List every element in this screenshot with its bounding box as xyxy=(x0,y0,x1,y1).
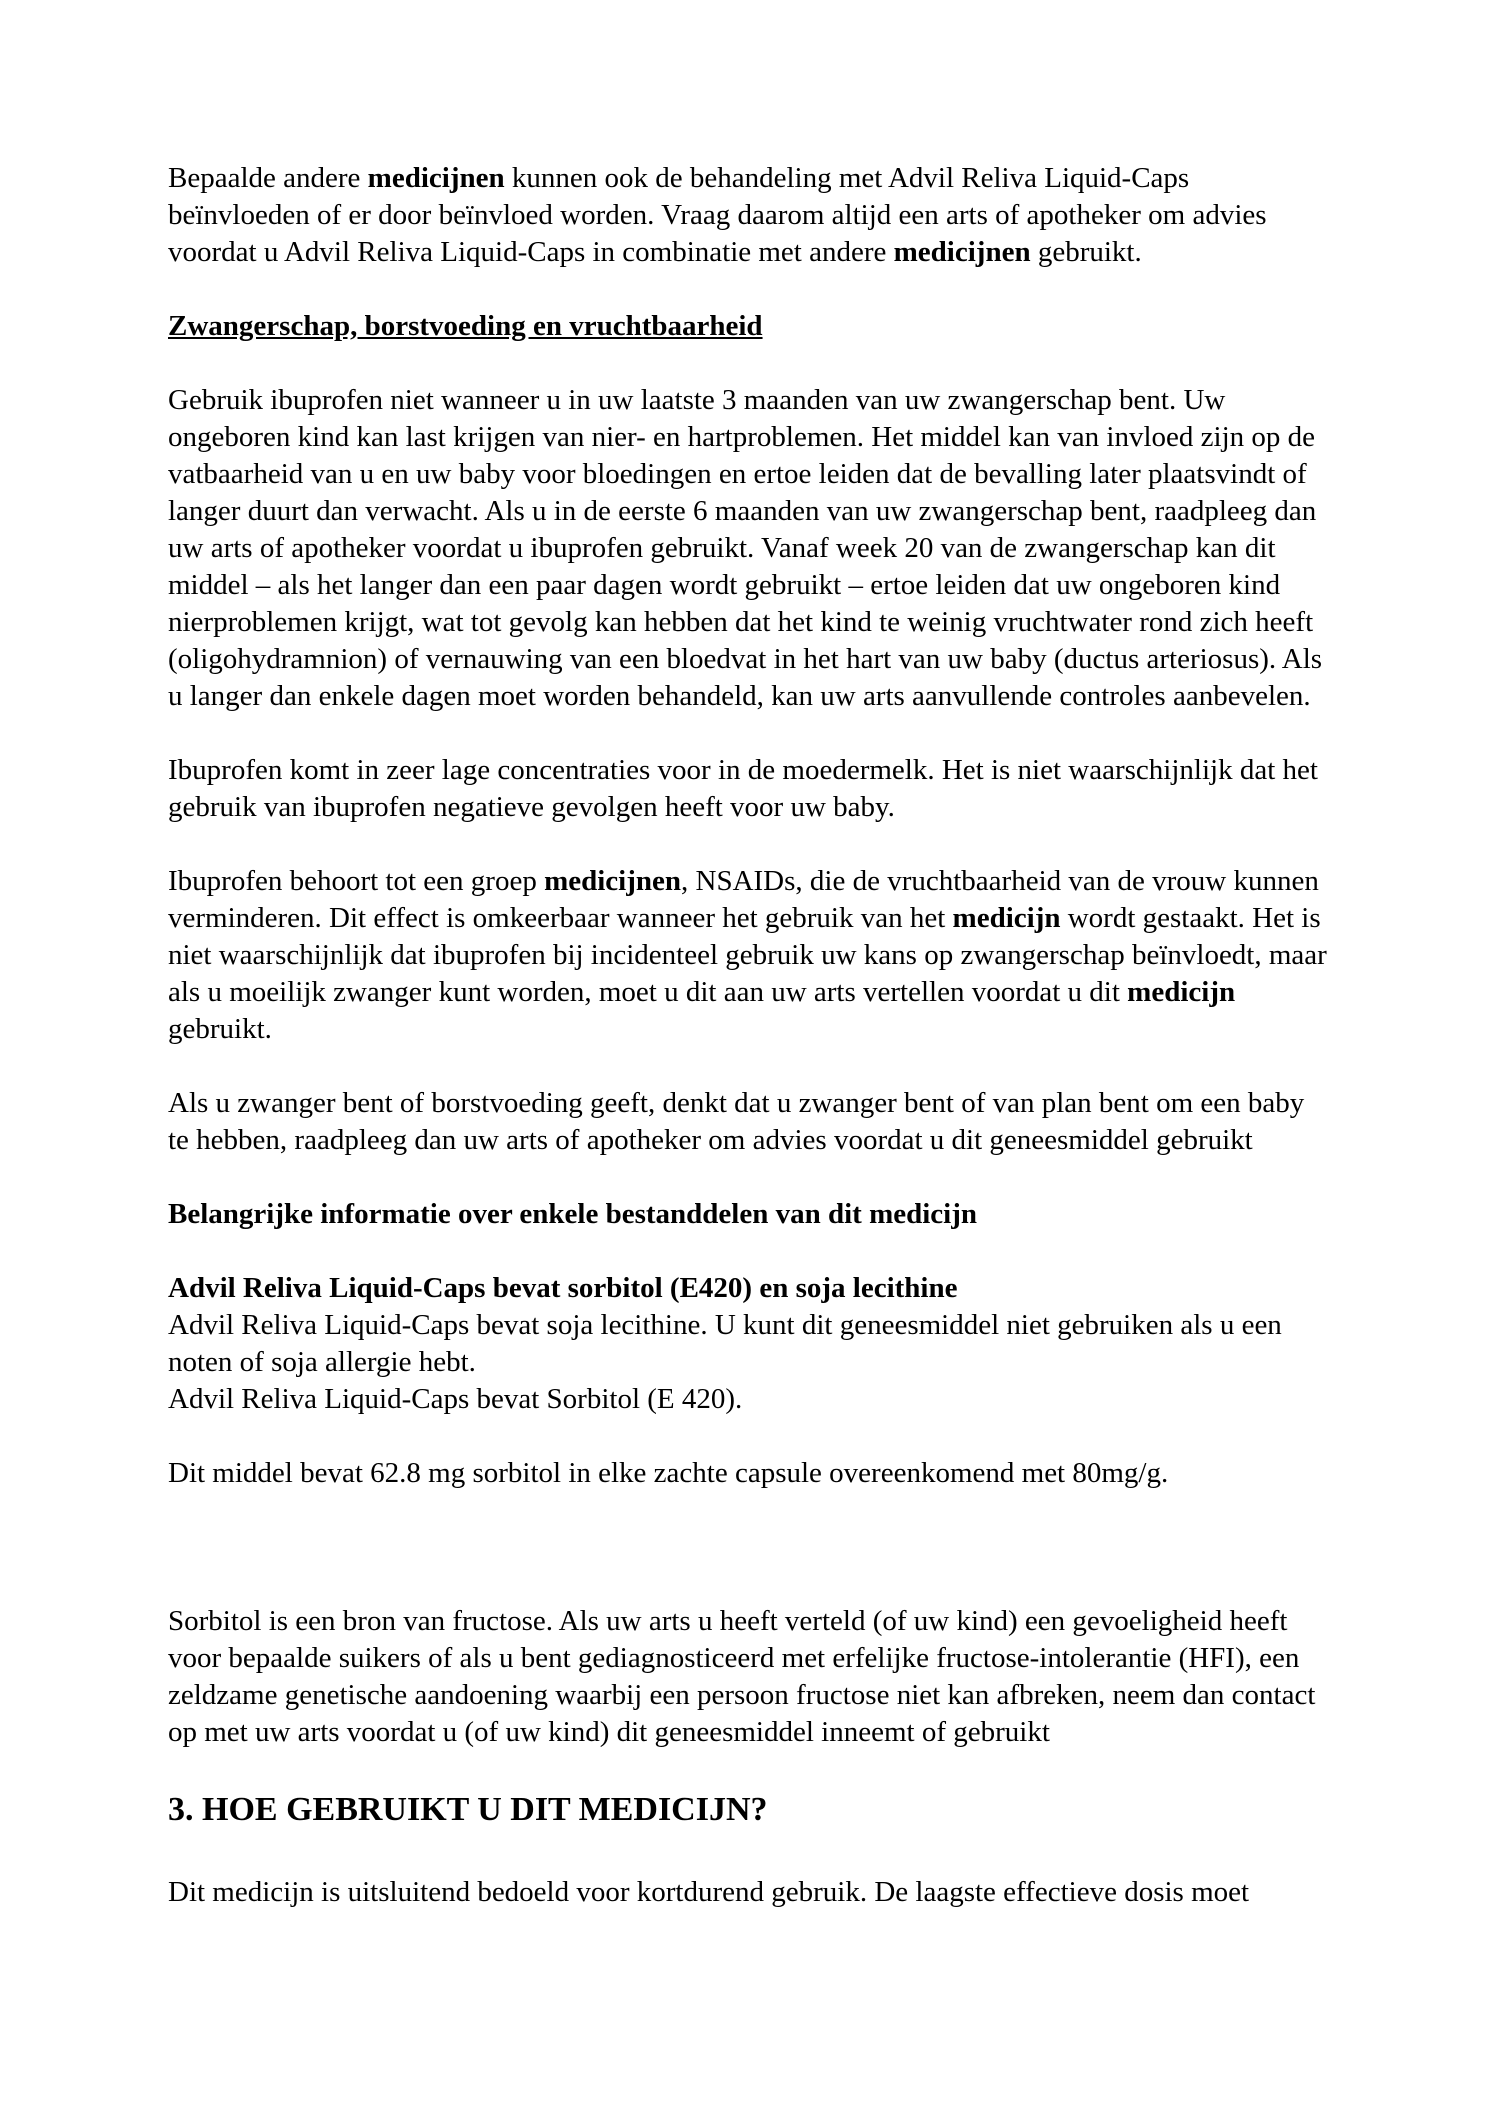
paragraph-moedermelk: Ibuprofen komt in zeer lage concentraties voor in de moedermelk. Het is niet waarschijnlijk dat het gebruik van ibuprofen negatieve gevolgen heeft voor uw baby. xyxy=(168,754,1318,823)
paragraph-kortdurend-gebruik: Dit medicijn is uitsluitend bedoeld voor kortdurend gebruik. De laagste effectieve dosis moet xyxy=(168,1876,1250,1908)
heading-belangrijke-informatie: Belangrijke informatie over enkele bestanddelen van dit medicijn xyxy=(168,1198,977,1230)
document-body xyxy=(168,160,1330,1911)
heading-sorbitol-soja: Advil Reliva Liquid-Caps bevat sorbitol (E420) en soja lecithine xyxy=(168,1272,958,1304)
heading-hoe-gebruikt: 3. HOE GEBRUIKT U DIT MEDICIJN? xyxy=(168,1791,768,1828)
paragraph-zwangerschap: Gebruik ibuprofen niet wanneer u in uw laatste 3 maanden van uw zwangerschap bent. Uw ongeboren kind kan last krijgen van nier- en hartproblemen. Het middel kan van invloed zijn op de vatbaarheid van u en uw baby voor bloedingen en ertoe leiden dat de bevalling later plaatsvindt of langer duurt dan verwacht. Als u in de eerste 6 maanden van uw zwangerschap bent, raadpleeg dan uw arts of apotheker voordat u ibuprofen gebruikt. Vanaf week 20 van de zwangerschap kan dit middel – als het langer dan een paar dagen wordt gebruikt – ertoe leiden dat uw ongeboren kind nierproblemen krijgt, wat tot gevolg kan hebben dat het kind te weinig vruchtwater rond zich heeft (oligohydramnion) of vernauwing van een bloedvat in het hart van uw baby (ductus arteriosus). Als u langer dan enkele dagen moet worden behandeld, kan uw arts aanvullende controles aanbevelen. xyxy=(168,384,1323,712)
paragraph-interactions: Bepaalde andere medicijnen kunnen ook de behandeling met Advil Reliva Liquid-Caps beïnvloeden of er door beïnvloed worden. Vraag daarom altijd een arts of apotheker om advies voordat u Advil Reliva Liquid-Caps in combinatie met andere medicijnen gebruikt. xyxy=(168,162,1267,268)
heading-zwangerschap: Zwangerschap, borstvoeding en vruchtbaarheid xyxy=(168,310,763,342)
paragraph-raadpleeg-arts: Als u zwanger bent of borstvoeding geeft, denkt dat u zwanger bent of van plan bent om een baby te hebben, raadpleeg dan uw arts of apotheker om advies voordat u dit geneesmiddel gebruikt xyxy=(168,1087,1305,1156)
paragraph-vruchtbaarheid: Ibuprofen behoort tot een groep medicijnen, NSAIDs, die de vruchtbaarheid van de vrouw kunnen verminderen. Dit effect is omkeerbaar wanneer het gebruik van het medicijn wordt gestaakt. Het is niet waarschijnlijk dat ibuprofen bij incidenteel gebruik uw kans op zwangerschap beïnvloedt, maar als u moeilijk zwanger kunt worden, moet u dit aan uw arts vertellen voordat u dit medicijn gebruikt. xyxy=(168,865,1327,1045)
paragraph-sorbitol-hoeveelheid: Dit middel bevat 62.8 mg sorbitol in elke zachte capsule overeenkomend met 80mg/g. xyxy=(168,1457,1169,1489)
paragraph-fructose: Sorbitol is een bron van fructose. Als uw arts u heeft verteld (of uw kind) een gevoeligheid heeft voor bepaalde suikers of als u bent gediagnosticeerd met erfelijke fructose-intolerantie (HFI), een zeldzame genetische aandoening waarbij een persoon fructose niet kan afbreken, neem dan contact op met uw arts voordat u (of uw kind) dit geneesmiddel inneemt of gebruikt xyxy=(168,1605,1316,1748)
paragraph-soja-lecithine: Advil Reliva Liquid-Caps bevat soja lecithine. U kunt dit geneesmiddel niet gebruiken als u een noten of soja allergie hebt. Advil Reliva Liquid-Caps bevat Sorbitol (E 420). xyxy=(168,1309,1282,1415)
